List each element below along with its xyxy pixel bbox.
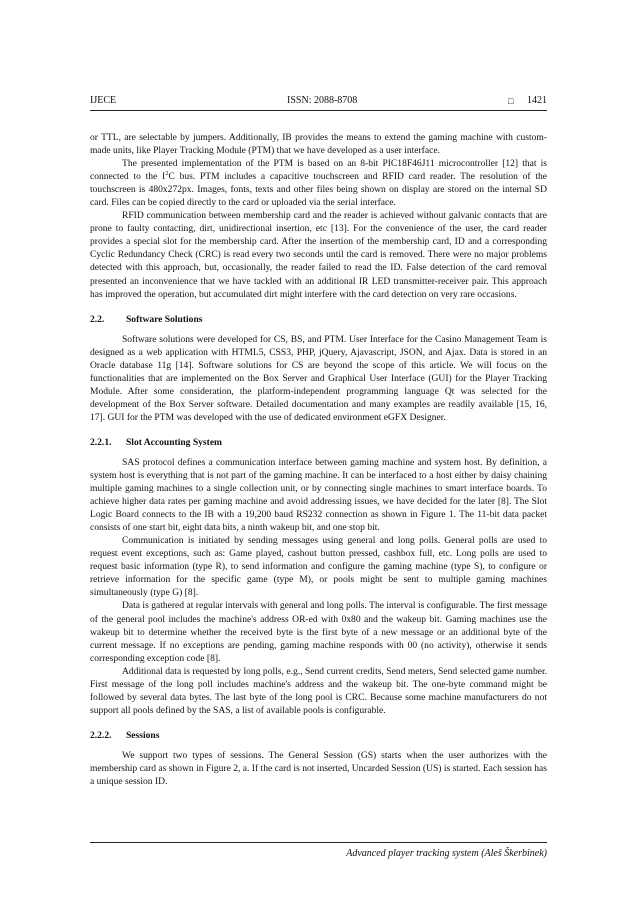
paragraph: Software solutions were developed for CS, BS, and PTM. User Interface for the Casino Management Team is designed as a web application with HTML5, CSS3, PHP, jQuery, Ajavascript, JSON, and Ajax. Data is stored in an Oracle database 11g [14]. Software solutions for CS are beyond the scope of this article. We will focus on the functionalities that are implemented on the Box Server and Graphical User Interface (GUI) for the Player Tracking Module. After some consideration, the platform-independent programming language Qt was selected for the development of the Box Server software. Detailed documentation and many examples are readily available [15, 16, 17]. GUI for the PTM was developed with the use of dedicated environment eGFX Designer.: [90, 333, 547, 423]
paragraph: SAS protocol defines a communication interface between gaming machine and system host. By definition, a system host is everything that is not part of the gaming machine. It can be interfaced to a host either by daisy chaining multiple gaming machines to a single collection unit, or by connecting single machines to smart interface boards. To achieve higher data rates per gaming machine and avoid addressing issues, we have decided for the later [8]. The Slot Logic Board connects to the IB with a 19,200 baud RS232 connection as shown in Figure 1. The 11-bit data packet consists of one start bit, eight data bits, a ninth wakeup bit, and one stop bit.: [90, 456, 547, 534]
section-title: Sessions: [126, 729, 160, 741]
paragraph: or TTL, are selectable by jumpers. Additionally, IB provides the means to extend the gaming machine with custom-made units, like Player Tracking Module (PTM) that we have developed as a user interface.: [90, 132, 547, 157]
page-header: [90, 94, 547, 108]
journal-name: IJECE: [90, 95, 117, 106]
box-icon: □: [508, 96, 514, 106]
page-number: 1421: [527, 95, 547, 106]
section-number: 2.2.1.: [90, 436, 112, 448]
issn: ISSN: 2088-8708: [287, 95, 358, 106]
paragraph-text: The presented implementation of the PTM is based on an 8-bit PIC18F46J11 microcontroller [12] that is connected to the I: [90, 158, 547, 183]
subsection-heading: [90, 729, 547, 742]
section-title: Software Solutions: [126, 313, 203, 325]
paragraph: Communication is initiated by sending messages using general and long polls. General polls are used to request event exceptions, such as: Game played, cashout button pressed, cashbox full, etc. Long polls are used to request basic information (type R), to send information and configure the gaming machine (type S), to configure or retrieve information for the specific game (type M), or pools might be sent to multiple gaming machines simultaneously (type G) [8].: [90, 535, 547, 599]
paragraph: We support two types of sessions. The General Session (GS) starts when the user authorizes with the membership card as shown in Figure 2, a. If the card is not inserted, Uncarded Session (US) is started. Each session has a unique session ID.: [90, 749, 547, 787]
header-rule: [90, 110, 547, 111]
subsection-heading: [90, 436, 547, 449]
running-title: Advanced player tracking system (Aleš Škerbinek): [346, 848, 547, 859]
section-title: Slot Accounting System: [126, 436, 223, 448]
body-text: [90, 131, 547, 788]
section-number: 2.2.: [90, 313, 105, 325]
paragraph: Additional data is requested by long polls, e.g., Send current credits, Send meters, Send selected game number. First message of the long poll includes machine's address and the wakeup bit. The one-byte command might be followed by several data bytes. The last byte of the long pool is CRC. Because some machine manufacturers do not support all pools defined by the SAS, a list of available pools is configurable.: [90, 665, 547, 716]
section-number: 2.2.2.: [90, 729, 112, 741]
paragraph-text: C bus. PTM includes a capacitive touchscreen and RFID card reader. The resolution of the touchscreen is 480x272px. Images, fonts, texts and other files being shown on display are stored on the internal SD card. Files can be copied directly to the card or uploaded via the serial interface.: [90, 171, 548, 209]
paragraph: Data is gathered at regular intervals with general and long polls. The interval is configurable. The first message of the general pool includes the machine's address OR-ed with 0x80 and the wakeup bit. Gaming machines use the wakeup bit to determine whether the received byte is the first byte of a new message or an additional byte of the current message. If no exceptions are pending, gaming machine responds with 00 (no activity), otherwise it sends corresponding exception code [8].: [90, 600, 547, 664]
paragraph: RFID communication between membership card and the reader is achieved without galvanic contacts that are prone to faulty contacting, dirt, unidirectional insertion, etc [13]. For the convenience of the user, the card reader provides a special slot for the membership card. After the insertion of the membership card, ID and a corresponding Cyclic Redundancy Check (CRC) is read every two seconds until the card is removed. There were no major problems detected with this approach, but, occasionally, the reader failed to read the ID. False detection of the card removal presented an inconvenience that we have tackled with an additional IR LED transmitter-receiver pair. This approach has improved the operation, but accumulated dirt might interfere with the card detection on very rare occasions.: [90, 210, 547, 300]
section-heading: [90, 313, 547, 326]
footer-rule: [90, 842, 547, 843]
superscript: 2: [165, 169, 169, 177]
paragraph: [90, 157, 547, 209]
